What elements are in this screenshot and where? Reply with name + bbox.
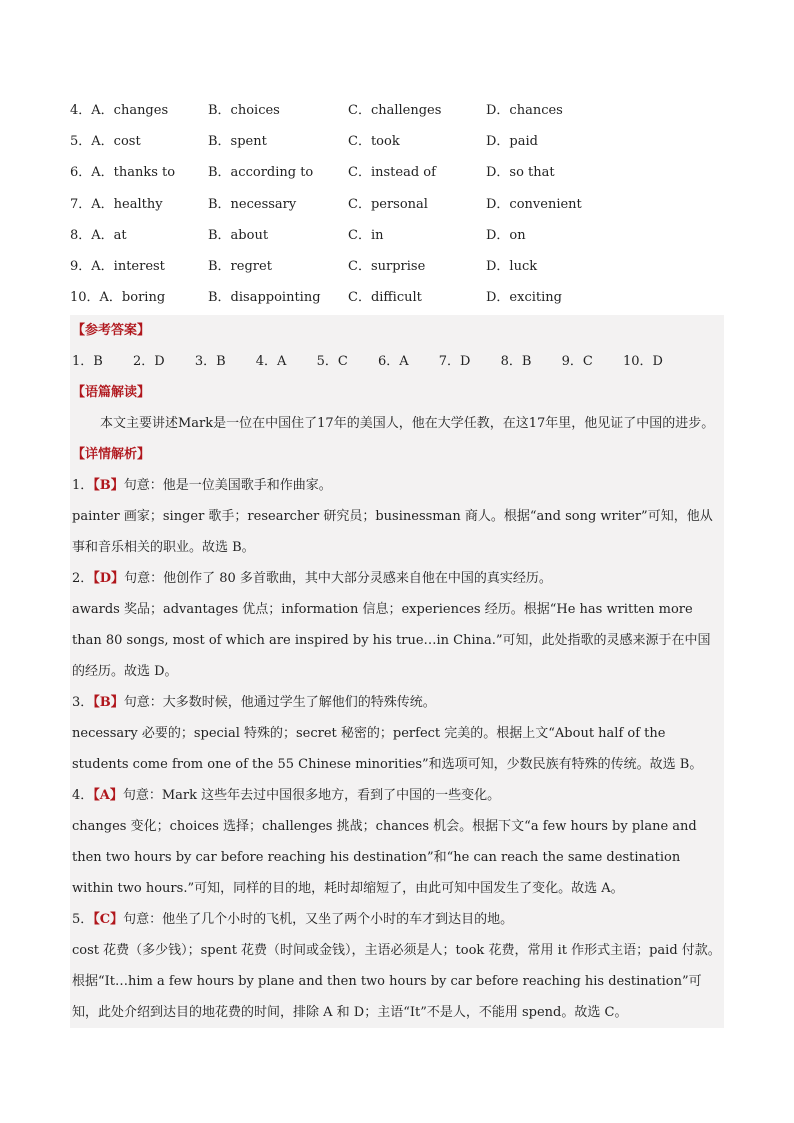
- detail-explanation: cost 花费（多少钱）；spent 花费（时间或金钱），主语必须是人；took 花费，常用 it 作形式主语；paid 付款。根据“It…him a few hours by plane and then two hours by car before reaching his destination”可知，此处介绍到达目的地花费的时间，排除 A 和 D；主语“It”不是人，不能用 spend。故选 C。: [72, 943, 721, 1021]
- answer-item: 4．A: [255, 354, 287, 370]
- detail-explanation: awards 奖品；advantages 优点；information 信息；experiences 经历。根据“He has written more than 80 songs, most of which are inspired by his true…in China.”可知，此处指歌的灵感来源于在中国的经历。故选 D。: [72, 602, 711, 680]
- detail-explanation: painter 画家；singer 歌手；researcher 研究员；businessman 商人。根据“and song writer”可知，他从事和音乐相关的职业。故选 B。: [72, 509, 713, 556]
- detail-sentence: 句意：Mark 这些年去过中国很多地方，看到了中国的一些变化。: [122, 788, 501, 804]
- option-c: C．took: [348, 134, 400, 150]
- detail-item: [70, 904, 724, 1028]
- answer-item: 5．C: [316, 354, 348, 370]
- option-b: B．according to: [208, 165, 314, 181]
- option-row: [70, 157, 724, 188]
- detail-answer-mark: 【A】: [93, 788, 123, 804]
- detail-number: 5．: [72, 912, 94, 928]
- option-row: [70, 126, 724, 157]
- detail-question: [70, 563, 724, 594]
- answer-item: 7．D: [438, 354, 471, 370]
- option-c: C．personal: [348, 196, 428, 212]
- detail-sentence: 句意：他坐了几个小时的飞机，又坐了两个小时的车才到达目的地。: [123, 912, 514, 928]
- detail-answer-mark: 【B】: [93, 478, 124, 494]
- answer-key: [70, 346, 724, 377]
- option-d: D．so that: [486, 165, 555, 181]
- option-d: D．on: [486, 227, 526, 243]
- option-row: [70, 189, 724, 220]
- option-a: 9．A．interest: [70, 258, 165, 274]
- detail-item: [70, 563, 724, 687]
- detail-number: 2．: [72, 571, 94, 587]
- option-row: [70, 220, 724, 251]
- detail-item: [70, 687, 724, 780]
- option-b: B．about: [208, 227, 269, 243]
- detail-explanation: necessary 必要的；special 特殊的；secret 秘密的；perfect 完美的。根据上文“About half of the students come from one of the 55 Chinese minorities”和选项可知，少数民族有特殊的传统。故选 B。: [72, 726, 703, 773]
- detail-sentence: 句意：他创作了 80 多首歌曲，其中大部分灵感来自他在中国的真实经历。: [124, 571, 552, 587]
- option-b: B．choices: [208, 103, 280, 118]
- answer-item: 10．D: [622, 354, 663, 370]
- option-d: D．paid: [486, 134, 538, 150]
- option-b: B．regret: [208, 258, 272, 274]
- detail-question: [70, 470, 724, 501]
- detail-number: 3．: [72, 695, 94, 711]
- option-b: B．necessary: [208, 196, 297, 212]
- detail-answer-mark: 【C】: [93, 912, 124, 928]
- detail-heading: 【详情解析】: [72, 447, 151, 463]
- detail-number: 1．: [72, 478, 94, 494]
- option-d: D．convenient: [486, 196, 582, 212]
- option-d: D．luck: [486, 258, 538, 274]
- answer-item: 9．C: [561, 354, 593, 370]
- detail-answer-mark: 【D】: [93, 571, 125, 587]
- option-c: C．surprise: [348, 258, 426, 274]
- answer-item: 8．B: [500, 354, 532, 370]
- option-a: 5．A．cost: [70, 134, 141, 150]
- answer-analysis-block: [70, 315, 724, 1028]
- option-b: B．disappointing: [208, 290, 321, 306]
- option-b: B．spent: [208, 134, 267, 150]
- detail-sentence: 句意：他是一位美国歌手和作曲家。: [123, 478, 332, 494]
- option-row: [70, 282, 724, 313]
- option-d: D．chances: [486, 103, 563, 118]
- detail-answer-mark: 【B】: [93, 695, 124, 711]
- detail-number: 4．: [72, 788, 94, 804]
- answer-item: 3．B: [194, 354, 226, 370]
- options-block: [70, 95, 724, 313]
- answer-item: 2．D: [132, 354, 165, 370]
- reading-heading: 【语篇解读】: [72, 385, 151, 401]
- option-c: C．challenges: [348, 103, 442, 118]
- detail-sentence: 句意：大多数时候，他通过学生了解他们的特殊传统。: [123, 695, 436, 711]
- option-row: [70, 251, 724, 282]
- answer-item: 6．A: [377, 354, 409, 370]
- option-row: [70, 95, 724, 126]
- option-a: 8．A．at: [70, 227, 127, 243]
- option-a: 7．A．healthy: [70, 196, 163, 212]
- option-c: C．in: [348, 227, 384, 243]
- document-page: [70, 95, 724, 1028]
- option-c: C．instead of: [348, 165, 436, 181]
- answer-heading: 【参考答案】: [72, 323, 151, 339]
- option-c: C．difficult: [348, 290, 422, 306]
- reading-text: 本文主要讲述Mark是一位在中国住了17年的美国人，他在大学任教，在这17年里，他见证了中国的进步。: [100, 416, 715, 432]
- detail-item: [70, 780, 724, 904]
- option-a: 4．A．changes: [70, 103, 169, 118]
- detail-explanation: changes 变化；choices 选择；challenges 挑战；chances 机会。根据下文“a few hours by plane and then two hours by car before reaching his destination”和“he can reach the same destination within two hours.”可知，同样的目的地，耗时却缩短了，由此可知中国发生了变化。故选 A。: [72, 819, 697, 897]
- detail-item: [70, 470, 724, 563]
- answer-item: 1．B: [72, 354, 103, 370]
- option-d: D．exciting: [486, 290, 562, 306]
- detail-question: [70, 687, 724, 718]
- detail-question: [70, 780, 724, 811]
- option-a: 10．A．boring: [70, 290, 166, 306]
- option-a: 6．A．thanks to: [70, 165, 176, 181]
- detail-question: [70, 904, 724, 935]
